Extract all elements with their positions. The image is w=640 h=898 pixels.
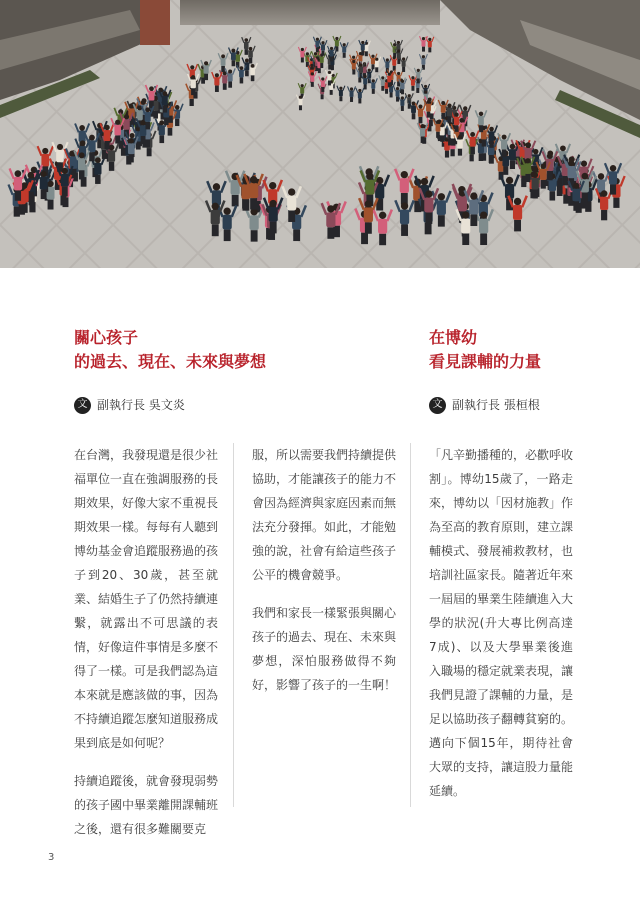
paragraph: 在台灣，我發現還是很少社福單位一直在強調服務的長期效果，好像大家不重視長期效果一樣。每每有人聽到博幼基金會追蹤服務過的孩子到20、30歲，甚至就業、結婚生子了仍然持續連繫，就露出不可思議的表情，好像這件事情是多麼不得了一樣。可是我們認為這本來就是應該做的事，因為不持續追蹤怎麼知道服務成果到底是如何呢？ [74, 448, 219, 750]
article-right-title [429, 326, 541, 374]
article-left-title [74, 326, 266, 374]
author-icon: 文 [429, 397, 446, 414]
paragraph: 我們和家長一樣緊張與關心孩子的過去、現在、未來與夢想，深怕服務做得不夠好，影響了孩子的一生啊！ [252, 606, 397, 692]
article-right-column [429, 443, 573, 817]
page-number: 3 [48, 852, 55, 863]
article-left-author: 副執行長 吳文炎 [97, 398, 185, 412]
crowd-photo [0, 0, 640, 268]
article-right-title-line2: 看見課輔的力量 [429, 352, 542, 371]
paragraph: 服，所以需要我們持續提供協助，才能讓孩子的能力不會因為經濟與家庭因素而無法充分發揮。如此，才能勉強的說，社會有給這些孩子公平的機會競爭。 [252, 448, 397, 582]
column-divider [233, 443, 234, 807]
author-icon: 文 [74, 397, 91, 414]
article-right-title-line1: 在博幼 [429, 328, 478, 347]
paragraph: 持續追蹤後，就會發現弱勢的孩子國中畢業離開課輔班之後，還有很多難關要克 [74, 774, 219, 836]
paragraph: 「凡辛勤播種的，必歡呼收割」。博幼15歲了，一路走來，博幼以「因材施教」作為至高的教育原則，建立課輔模式、發展補救教材，也培訓社區家長。隨著近年來一屆屆的畢業生陸續進入大學的狀況(升大專比例高達7成)、以及大學畢業後進入職場的穩定就業表現，讓我們見證了課輔的力量，是足以協助孩子翻轉貧窮的。邁向下個15年，期待社會大眾的支持，讓這股力量能延續。 [429, 448, 574, 798]
article-left-column-1 [74, 443, 218, 855]
article-right-author: 副執行長 張桓根 [452, 398, 540, 412]
article-right-byline [429, 396, 540, 414]
article-left-byline [74, 396, 185, 414]
article-left-column-2 [252, 443, 396, 711]
article-left-title-line1: 關心孩子 [74, 328, 139, 347]
column-divider [410, 443, 411, 807]
article-left-title-line2: 的過去、現在、未來與夢想 [74, 352, 267, 371]
header-photo [0, 0, 640, 268]
